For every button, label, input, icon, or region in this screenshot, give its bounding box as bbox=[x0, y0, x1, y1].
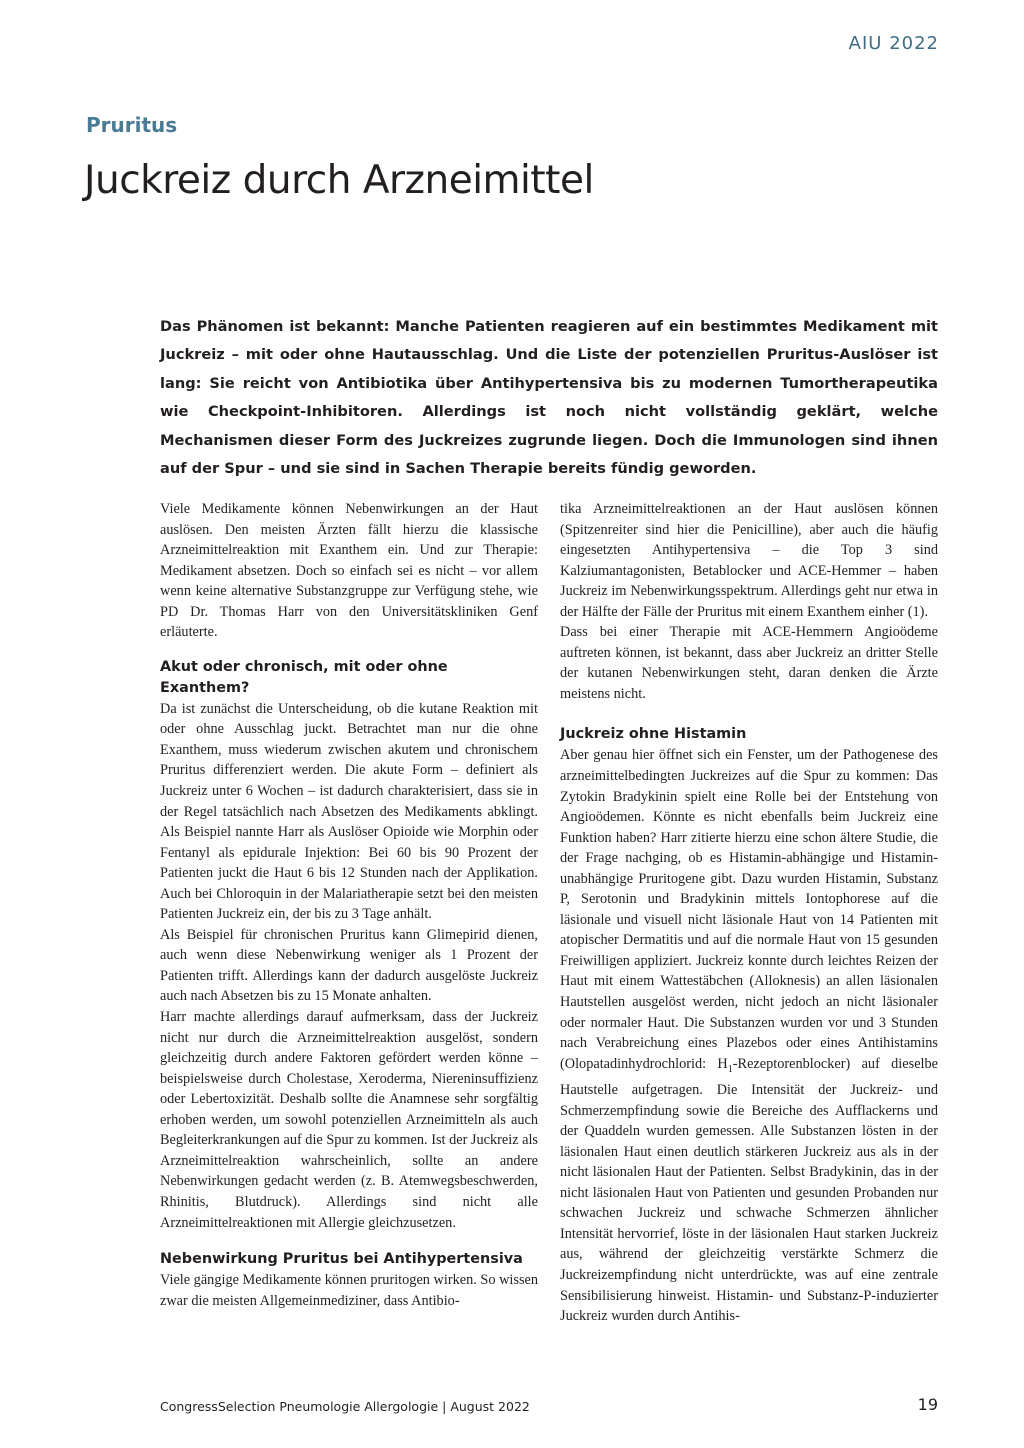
body-paragraph: Als Beispiel für chronischen Pruritus kann Glimepirid dienen, auch wenn diese Nebenwirkung weniger als 1 Prozent der Patienten trifft. Allerdings kann der dadurch ausgelöste Juckreiz auch nach Absetzen bis zu 15 Monate anhalten. bbox=[160, 926, 538, 1005]
journal-tag: AIU 2022 bbox=[848, 33, 939, 54]
subheading-antihypertensiva: Nebenwirkung Pruritus bei Antihypertensiva bbox=[160, 1251, 523, 1268]
body-paragraph: Viele Medikamente können Nebenwirkungen an der Haut auslösen. Den meisten Ärzten fällt hierzu die klassische Arzneimittelreaktion mit Exanthem ein. Und zur Therapie: Medikament absetzen. Doch so einfach sei es nicht – vor allem wenn keine alternative Substanzgruppe zur Verfügung stehe, wie PD Dr. Thomas Harr von den Universitätskliniken Genf erläuterte. bbox=[160, 501, 538, 641]
body-paragraph: Viele gängige Medikamente können pruritogen wirken. So wissen zwar die meisten Allgemeinmediziner, dass Antibio- bbox=[160, 1272, 538, 1309]
article-title: Juckreiz durch Arzneimittel bbox=[84, 158, 594, 203]
left-column bbox=[160, 499, 538, 1311]
body-paragraph: Dass bei einer Therapie mit ACE-Hemmern Angioödeme auftreten können, ist bekannt, dass aber Juckreiz an dritter Stelle der kutanen Nebenwirkungen steht, daran denken die Ärzte meistens nicht. bbox=[560, 624, 938, 702]
page-number: 19 bbox=[917, 1395, 938, 1414]
footer-publication: CongressSelection Pneumologie Allergologie | August 2022 bbox=[160, 1399, 530, 1414]
subheading-akut-chronisch: Akut oder chronisch, mit oder ohne Exanthem? bbox=[160, 658, 448, 696]
right-column bbox=[560, 499, 938, 1327]
body-paragraph bbox=[560, 745, 938, 1326]
body-paragraph: Harr machte allerdings darauf aufmerksam, dass der Juckreiz nicht nur durch die Arzneimittelreaktion ausgelöst, sondern gleichzeitig durch andere Faktoren gefördert werden könne – beispielsweise durch Cholestase, Xeroderma, Niereninsuffizienz oder Lebertoxizität. Deshalb sollte die Anamnese sehr sorgfältig erhoben werden, um sowohl potenziellen Arzneimitteln als auch Begleiterkrankungen auf die Spur zu kommen. Ist der Juckreiz als Arzneimittelreaktion wahrscheinlich, sollte an andere Nebenwirkungen gedacht werden (z. B. Atemwegsbeschwerden, Rhinitis, Blutdruck). Allerdings sind nicht alle Arzneimittelreaktionen mit Allergie gleichzusetzen. bbox=[160, 1009, 538, 1231]
section-kicker: Pruritus bbox=[86, 113, 178, 137]
body-paragraph: tika Arzneimittelreaktionen an der Haut auslösen können (Spitzenreiter sind hier die Penicilline), aber auch die häufig eingesetzten Antihypertensiva – die Top 3 sind Kalziumantagonisten, Betablocker und ACE-Hemmer – haben Juckreiz im Nebenwirkungsspektrum. Allerdings geht nur etwa in der Hälfte der Fälle der Pruritus mit einem Exanthem einher (1). bbox=[560, 501, 938, 620]
body-paragraph: Da ist zunächst die Unterscheidung, ob die kutane Reaktion mit oder ohne Ausschlag juckt. Betrachtet man nur die ohne Exanthem, muss wiederum zwischen akutem und chronischem Pruritus differenziert werden. Die akute Form – definiert als Juckreiz unter 6 Wochen – ist dadurch charakterisiert, dass sie in der Regel tatsächlich nach Absetzen des Medikaments abklingt. Als Beispiel nannte Harr als Auslöser Opioide wie Morphin oder Fentanyl als epidurale Injektion: Bei 60 bis 90 Prozent der Patienten juckt die Haut 6 bis 12 Stunden nach der Applikation. Auch bei Chloroquin in der Malariatherapie setzt bei den meisten Patienten Juckreiz ein, der bis zu 3 Tage anhält. bbox=[160, 700, 538, 923]
lead-paragraph: Das Phänomen ist bekannt: Manche Patienten reagieren auf ein bestimmtes Medikament mit Juckreiz – mit oder ohne Hautausschlag. Und die Liste der potenziellen Pruritus-Auslöser ist lang: Sie reicht von Antibiotika über Antihypertensiva bis zu modernen Tumortherapeutika wie Checkpoint-Inhibitoren. Allerdings ist noch nicht vollständig geklärt, welche Mechanismen dieser Form des Juckreizes zugrunde liegen. Doch die Immunologen sind ihnen auf der Spur – und sie sind in Sachen Therapie bereits fündig geworden. bbox=[160, 318, 938, 478]
body-text: Aber genau hier öffnet sich ein Fenster, um der Pathogenese des arzneimittelbedingten Juckreizes auf die Spur zu kommen: Das Zytokin Bradykinin spielt eine Rolle bei der Entstehung von Angioödemen. Könnte es nicht ebenfalls beim Juckreiz eine Funktion haben? Harr zitierte hierzu eine schon ältere Studie, die der Frage nachging, ob es Histamin-abhängige und Histamin-unabhängige Pruritogene gibt. Dazu wurden Histamin, Substanz P, Serotonin und Bradykinin mittels Iontophorese auf die läsionale und visuell nicht läsionale Haut von 14 Patienten mit atopischer Dermatitis und auf die normale Haut von 15 gesunden Freiwilligen appliziert. Juckreiz konnte durch leichtes Reizen der Haut mit einem Wattestäbchen (Alloknesis) an allen läsionalen Hautstellen ausgelöst werden, nicht jedoch an nicht läsionaler oder normaler Haut. Die Substanzen wurden vor und 3 Stunden nach Verabreichung eines Plazebos oder eines Antihistamins (Olopatadinhydrochlorid: H bbox=[560, 747, 938, 1072]
subheading-juckreiz-ohne-histamin: Juckreiz ohne Histamin bbox=[560, 726, 747, 743]
subscript: 1 bbox=[727, 1063, 733, 1075]
body-text: -Rezeptorenblocker) auf dieselbe Hautstelle aufgetragen. Die Intensität der Juckreiz- und Schmerzempfindung sowie die Bereiche des Aufflackerns und der Quaddeln wurden gemessen. Alle Substanzen lösten in der läsionalen Haut einen deutlich stärkeren Juckreiz aus als in der nicht läsionalen Haut der Patienten. Selbst Bradykinin, das in der nicht läsionalen Haut von Patienten und gesunden Probanden nur schwachen Juckreiz und schwache Schmerzen ähnlicher Intensität hervorrief, löste in der läsionalen Haut starken Juckreiz aus, während der gleichzeitig verstärkte Schmerz die Juckreizempfindung nicht unterdrückte, was auf eine zentrale Sensibilisierung hinweist. Histamin- und Substanz-P-induzierter Juckreiz wurden durch Antihis- bbox=[560, 1055, 938, 1325]
